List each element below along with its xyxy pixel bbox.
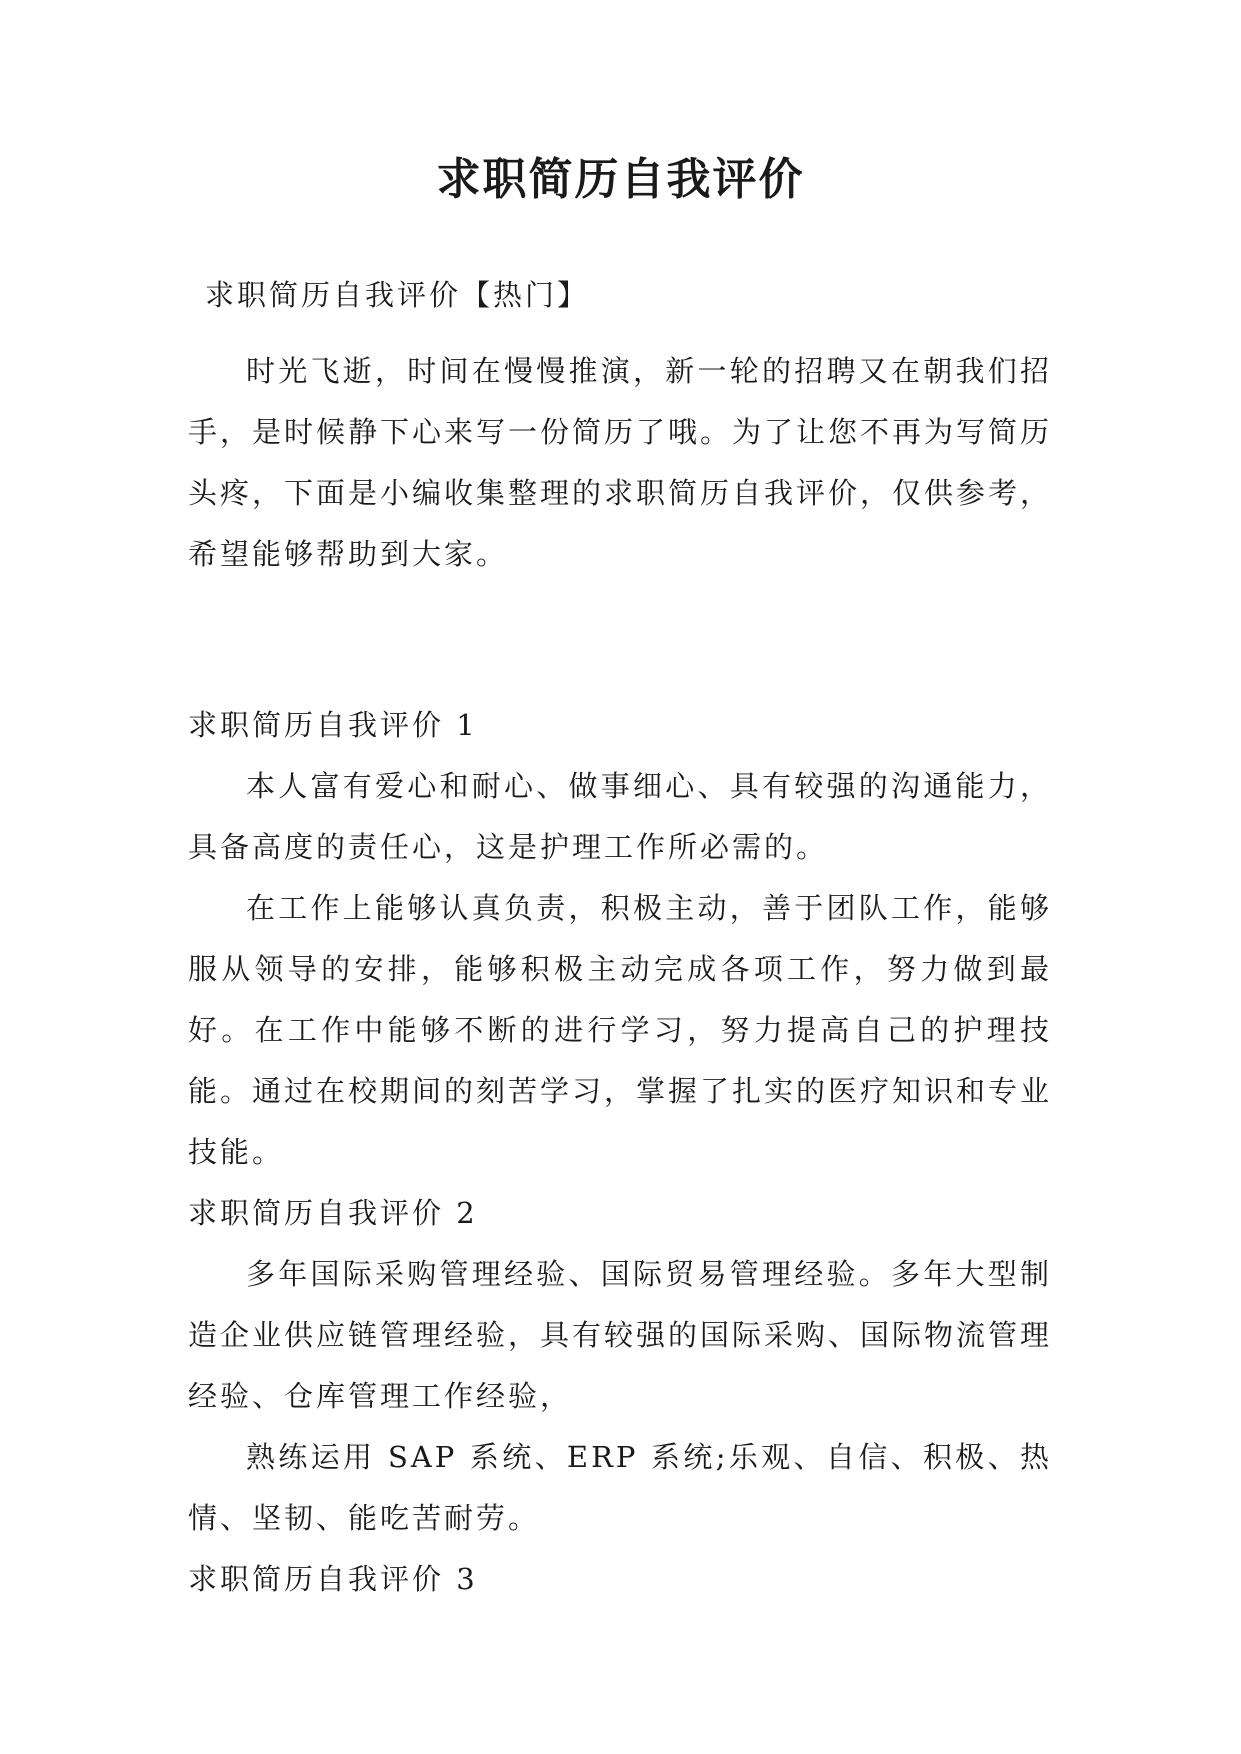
- sections-block: [188, 695, 1052, 1610]
- section-2-paragraph-2: 熟练运用 SAP 系统、ERP 系统;乐观、自信、积极、热情、坚韧、能吃苦耐劳。: [188, 1440, 1052, 1535]
- document-subtitle: 求职简历自我评价【热门】: [205, 278, 590, 312]
- section-1-paragraph-2: 在工作上能够认真负责，积极主动，善于团队工作，能够服从领导的安排，能够积极主动完成各项工作，努力做到最好。在工作中能够不断的进行学习，努力提高自己的护理技能。通过在校期间的刻苦学习，掌握了扎实的医疗知识和专业技能。: [188, 891, 1053, 1169]
- section-2-paragraph-1: 多年国际采购管理经验、国际贸易管理经验。多年大型制造企业供应链管理经验，具有较强的国际采购、国际物流管理经验、仓库管理工作经验，: [188, 1257, 1053, 1413]
- section-heading-2: 求职简历自我评价 2: [188, 1196, 478, 1230]
- intro-block: [188, 341, 1052, 585]
- page-title: 求职简历自我评价: [436, 154, 805, 205]
- section-heading-1: 求职简历自我评价 1: [188, 708, 478, 742]
- section-heading-3: 求职简历自我评价 3: [188, 1562, 478, 1596]
- intro-paragraph: 时光飞逝，时间在慢慢推演，新一轮的招聘又在朝我们招手，是时候静下心来写一份简历了哦。为了让您不再为写简历头疼，下面是小编收集整理的求职简历自我评价，仅供参考，希望能够帮助到大家。: [188, 354, 1053, 571]
- section-1-paragraph-1: 本人富有爱心和耐心、做事细心、具有较强的沟通能力，具备高度的责任心，这是护理工作所必需的。: [188, 769, 1052, 864]
